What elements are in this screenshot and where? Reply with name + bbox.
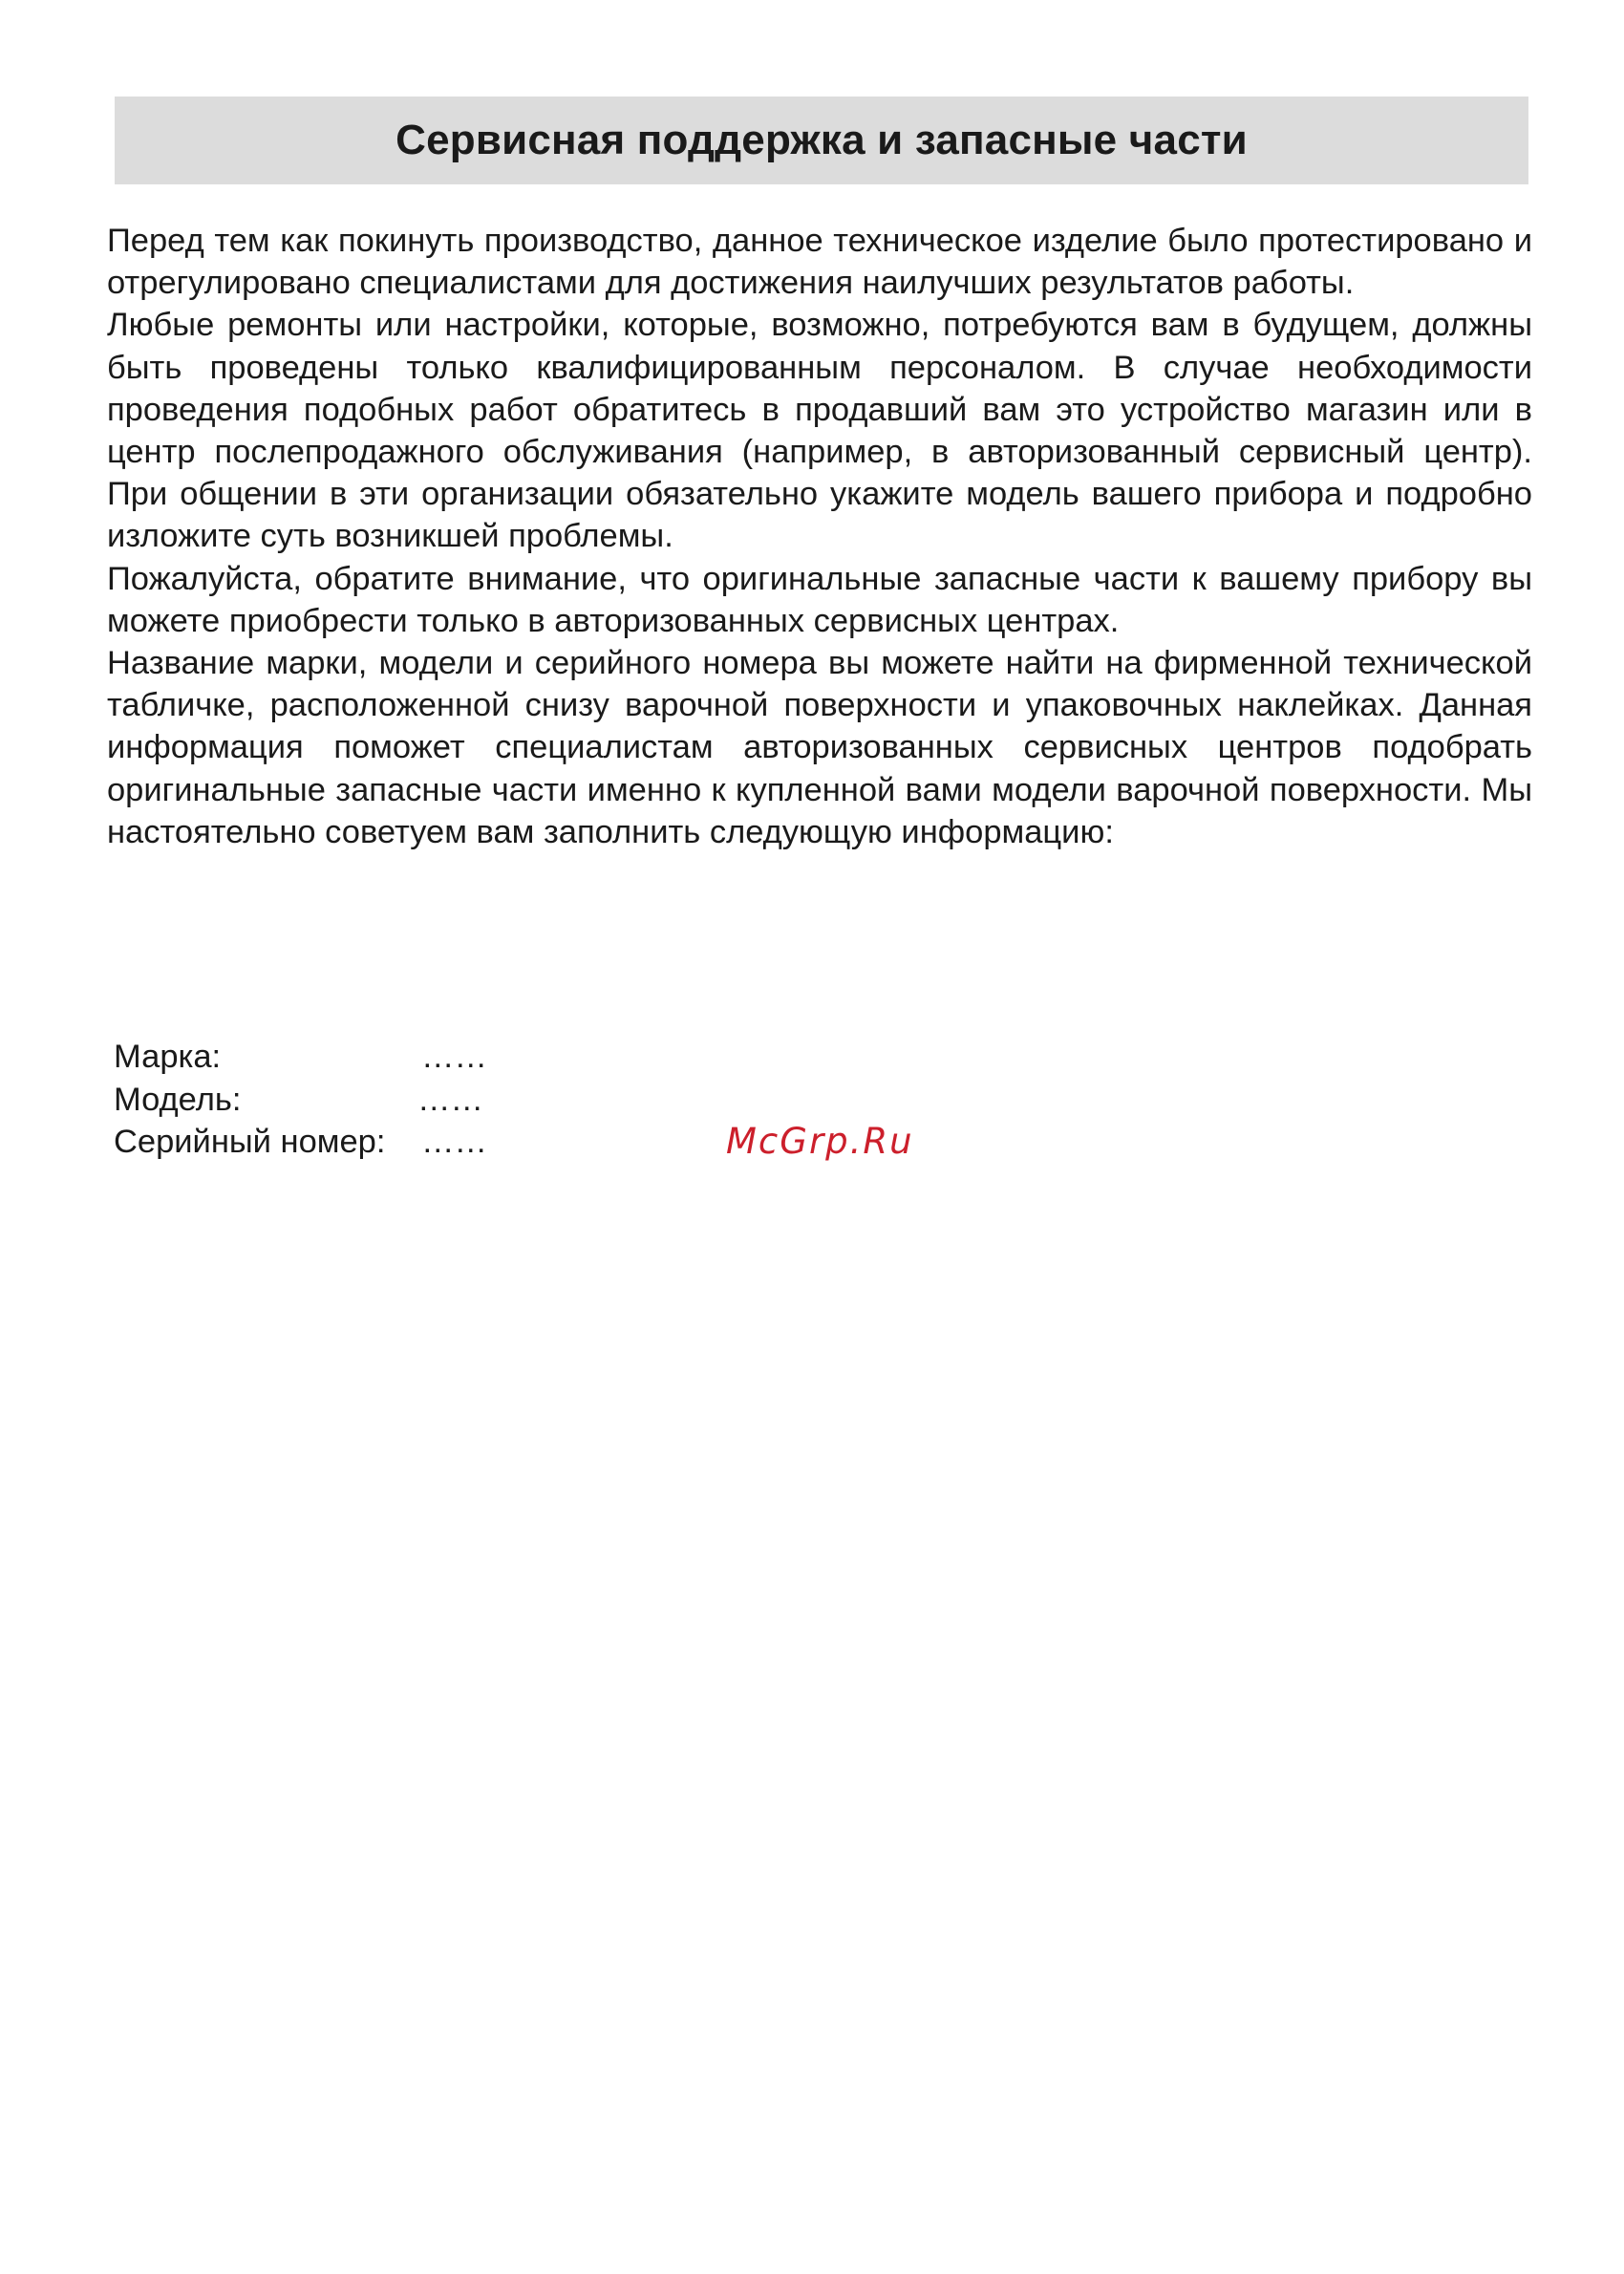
watermark: McGrp.Ru bbox=[726, 1121, 914, 1162]
product-info-table bbox=[114, 1036, 536, 1164]
page-title: Сервисная поддержка и запасные части bbox=[395, 117, 1248, 163]
info-row-brand bbox=[114, 1036, 536, 1079]
serial-value: …… bbox=[421, 1124, 487, 1160]
serial-label: Серийный номер: bbox=[114, 1124, 386, 1160]
paragraph-spare-parts: Пожалуйста, обратите внимание, что оригинальные запасные части к вашему прибору вы можете приобрести только в авторизованных сервисных центрах. bbox=[107, 560, 1532, 639]
paragraph-repairs: Любые ремонты или настройки, которые, возможно, потребуются вам в будущем, должны быть проведены только квалифицированным персоналом. В случае необходимости проведения подобных работ обратитесь в продавший вам это устройство магазин или в центр послепродажного обслуживания (например, в авторизованный сервисный центр). При общении в эти организации обязательно укажите модель вашего прибора и подробно изложите суть возникшей проблемы. bbox=[107, 307, 1532, 555]
info-row-model bbox=[114, 1079, 536, 1122]
brand-value: …… bbox=[421, 1039, 487, 1075]
brand-label: Марка: bbox=[114, 1039, 222, 1075]
body-text bbox=[107, 220, 1532, 853]
title-bar bbox=[115, 97, 1528, 184]
model-label: Модель: bbox=[114, 1081, 242, 1118]
info-row-serial bbox=[114, 1121, 536, 1164]
paragraph-intro: Перед тем как покинуть производство, данное техническое изделие было протестировано и отрегулировано специалистами для достижения наилучших результатов работы. bbox=[107, 223, 1532, 302]
paragraph-nameplate: Название марки, модели и серийного номера вы можете найти на фирменной технической табличке, расположенной снизу варочной поверхности и упаковочных наклейках. Данная информация поможет специалистам авторизованных сервисных центров подобрать оригинальные запасные части именно к купленной вами модели варочной поверхности. Мы настоятельно советуем вам заполнить следующую информацию: bbox=[107, 645, 1532, 850]
model-value: …… bbox=[417, 1081, 483, 1118]
